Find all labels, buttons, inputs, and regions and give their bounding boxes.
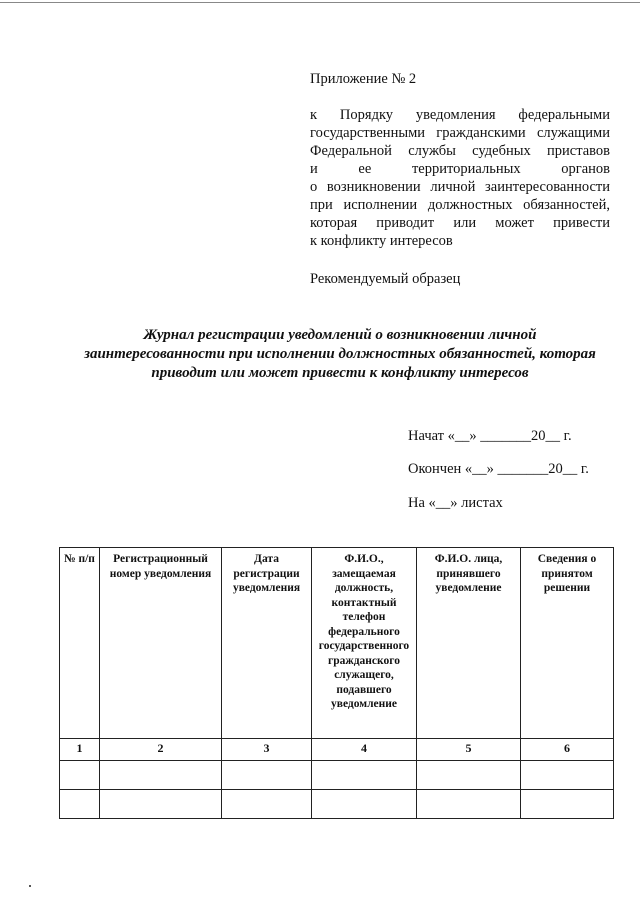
heading-line: заинтересованности при исполнении должностных обязанностей, которая <box>84 346 596 362</box>
appendix-line: Федеральной службы судебных приставов <box>310 143 610 159</box>
table-cell <box>100 761 222 790</box>
column-number-row <box>60 739 614 761</box>
column-header: № п/п <box>60 548 100 739</box>
journal-dates <box>408 427 618 512</box>
table-header-row <box>60 548 614 739</box>
appendix-block <box>310 70 610 288</box>
table-cell <box>521 761 614 790</box>
journal-table <box>59 547 614 819</box>
column-number: 6 <box>521 739 614 761</box>
column-header: Регистрационный номер уведомления <box>100 548 222 739</box>
heading-line: приводит или может привести к конфликту интересов <box>151 365 529 381</box>
table-cell <box>222 790 312 819</box>
table-cell <box>417 761 521 790</box>
table-row <box>60 761 614 790</box>
appendix-title: Приложение № 2 <box>310 71 417 87</box>
recommended-sample-label: Рекомендуемый образец <box>310 271 461 287</box>
table-cell <box>312 790 417 819</box>
column-number: 1 <box>60 739 100 761</box>
appendix-line: которая приводит или может привести <box>310 215 610 231</box>
column-number: 5 <box>417 739 521 761</box>
heading-line: Журнал регистрации уведомлений о возникновении личной <box>143 327 537 343</box>
column-number: 4 <box>312 739 417 761</box>
appendix-line: при исполнении должностных обязанностей, <box>310 197 610 213</box>
column-header: Сведения о принятом решении <box>521 548 614 739</box>
table-cell <box>417 790 521 819</box>
appendix-line: государственными гражданскими служащими <box>310 125 610 141</box>
column-header: Ф.И.О., замещаемая должность, контактный телефон федерального государственного гражданского служащего, подавшего уведомление <box>312 548 417 739</box>
column-header: Ф.И.О. лица, принявшего уведомление <box>417 548 521 739</box>
table-cell <box>60 761 100 790</box>
column-number: 3 <box>222 739 312 761</box>
top-border-line <box>0 2 640 3</box>
table-row <box>60 790 614 819</box>
table-cell <box>312 761 417 790</box>
started-date-line: Начат «__» _______20__ г. <box>408 428 572 444</box>
table-cell <box>60 790 100 819</box>
table-cell <box>100 790 222 819</box>
table-cell <box>521 790 614 819</box>
appendix-line: и ее территориальных органов <box>310 161 610 177</box>
appendix-line: о возникновении личной заинтересованности <box>310 179 610 195</box>
column-number: 2 <box>100 739 222 761</box>
table-cell <box>222 761 312 790</box>
column-header: Дата регистрации уведомления <box>222 548 312 739</box>
appendix-line: к Порядку уведомления федеральными <box>310 107 610 123</box>
scan-speck <box>29 885 31 887</box>
journal-heading <box>60 326 620 383</box>
appendix-line: к конфликту интересов <box>310 233 453 249</box>
ended-date-line: Окончен «__» _______20__ г. <box>408 461 589 477</box>
sheets-count-line: На «__» листах <box>408 495 503 511</box>
appendix-body <box>310 106 610 250</box>
